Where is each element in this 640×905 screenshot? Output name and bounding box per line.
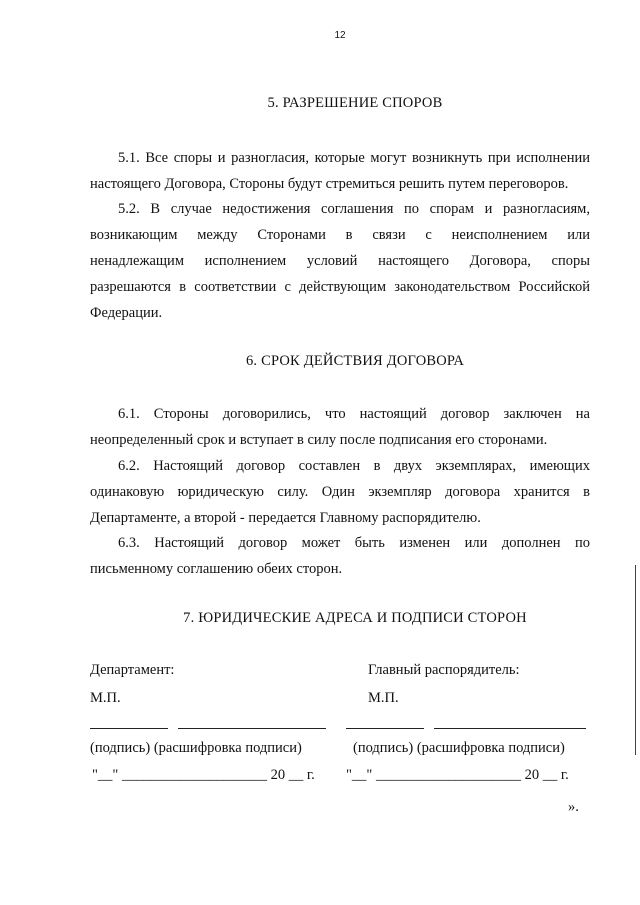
page-number: 12 <box>334 30 346 41</box>
paragraph-line: настоящего Договора, Стороны будут стремиться решить путем переговоров. <box>90 176 569 192</box>
right-party-label: Главный распорядитель: <box>368 662 520 678</box>
paragraph-line: 6.1. Стороны договорились, что настоящий договор заключен на <box>118 406 590 422</box>
right-date-line: "__" ____________________ 20 __ г. <box>346 767 569 783</box>
paragraph-line: 6.2. Настоящий договор составлен в двух экземплярах, имеющих <box>118 458 590 474</box>
right-signature-caption: (подпись) (расшифровка подписи) <box>353 740 565 756</box>
paragraph-6-3 <box>90 530 590 582</box>
left-date-line: "__" ____________________ 20 __ г. <box>92 767 315 783</box>
section-5-heading: 5. РАЗРЕШЕНИЕ СПОРОВ <box>267 95 443 111</box>
paragraph-6-1 <box>90 401 590 453</box>
paragraph-line: одинаковую юридическую силу. Один экземпляр договора хранится в <box>90 484 590 500</box>
right-name-line <box>434 728 586 729</box>
paragraph-line: Департаменте, а второй - передается Главному распорядителю. <box>90 510 481 526</box>
paragraph-line: неопределенный срок и вступает в силу после подписания его сторонами. <box>90 432 548 448</box>
paragraph-line: 6.3. Настоящий договор может быть изменен или дополнен по <box>118 535 590 551</box>
left-signature-caption: (подпись) (расшифровка подписи) <box>90 740 302 756</box>
paragraph-line: 5.1. Все споры и разногласия, которые могут возникнуть при исполнении <box>118 150 590 166</box>
right-seal-label: М.П. <box>368 690 399 706</box>
right-signature-line <box>346 728 424 729</box>
paragraph-line: письменному соглашению обеих сторон. <box>90 561 343 577</box>
left-party-label: Департамент: <box>90 662 175 678</box>
left-signature-line <box>90 728 168 729</box>
paragraph-5-1 <box>90 145 590 197</box>
paragraph-line: возникающим между Сторонами в связи с неисполнением или <box>90 227 590 243</box>
paragraph-line: ненадлежащим исполнением условий настоящего Договора, споры <box>90 253 590 269</box>
section-7-heading: 7. ЮРИДИЧЕСКИЕ АДРЕСА И ПОДПИСИ СТОРОН <box>183 610 527 626</box>
closing-quote: ». <box>568 799 579 815</box>
paragraph-6-2 <box>90 453 590 531</box>
paragraph-5-2 <box>90 196 590 326</box>
left-name-line <box>178 728 326 729</box>
paragraph-line: Федерации. <box>90 305 163 321</box>
paragraph-line: 5.2. В случае недостижения соглашения по спорам и разногласиям, <box>118 201 590 217</box>
paragraph-line: разрешаются в соответствии с действующим законодательством Российской <box>90 279 590 295</box>
section-6-heading: 6. СРОК ДЕЙСТВИЯ ДОГОВОРА <box>245 353 465 369</box>
scan-edge-mark <box>635 565 636 755</box>
left-seal-label: М.П. <box>90 690 121 706</box>
